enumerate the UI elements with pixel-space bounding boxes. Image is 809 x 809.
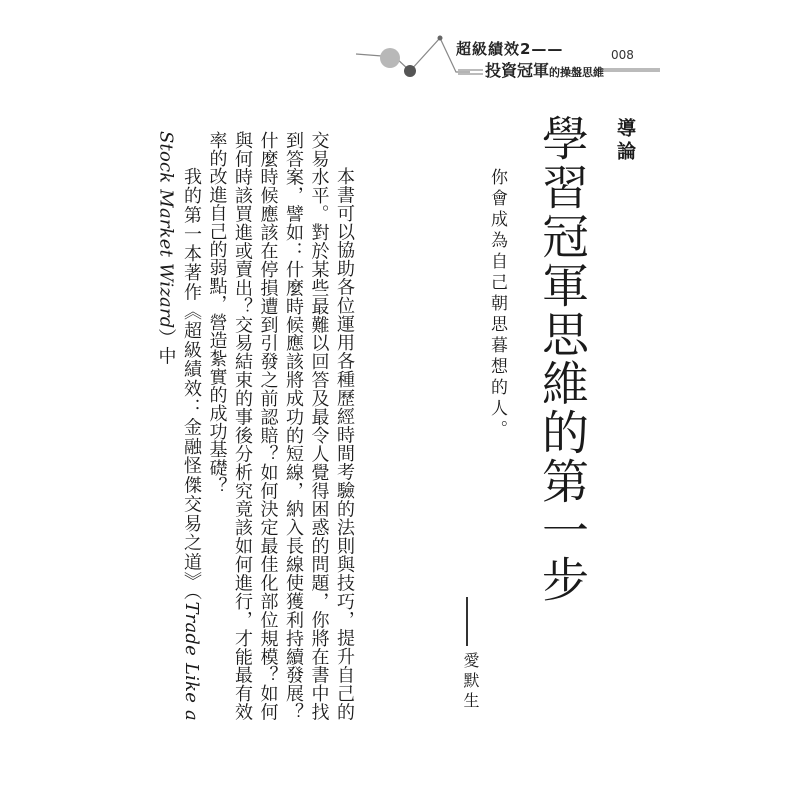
book-title-small: 的操盤思維 (549, 66, 605, 79)
body-paragraph-1: 本書可以協助各位運用各種歷經時間考驗的法則與技巧，提升自己的交易水平。對於某些最難以回答及最令人覺得困惑的問題，你將在書中找到答案，譬如：什麼時候應該將成功的短線，納入長線使獲利持續發展？什麼時候應該在停損遭到引發之前認賠？如何決定最佳化部位規模？如何與何時該買進或賣出？交易結束的事後分析究竟該如何進行，才能最有效率的改進自己的弱點，營造紮實的成功基礎？ (206, 131, 355, 721)
book-title (485, 58, 604, 81)
attribution-dash (466, 597, 468, 646)
paragraph-2-end: ）中 (155, 328, 177, 365)
series-title: 超級績效2—— (456, 40, 564, 58)
chapter-title: 學習冠軍思維的第一步 (534, 114, 589, 604)
body-text (153, 131, 357, 721)
epigraph-quote: 你會成為自己朝思暮想的人。 (487, 168, 507, 441)
paragraph-2-latin-title: Trade Like a Stock Market Wizard (155, 131, 202, 721)
page-number: 008 (611, 48, 634, 62)
epigraph-author: 愛默生 (461, 652, 480, 712)
header-decoration-icon (0, 0, 809, 90)
chapter-label: 導論 (614, 118, 636, 164)
book-title-main: 投資冠軍 (485, 61, 550, 80)
body-paragraph-2 (153, 131, 204, 721)
paragraph-2-start: 我的第一本著作《超級績效：金融怪傑交易之道》（ (181, 167, 202, 602)
running-header (0, 0, 809, 90)
